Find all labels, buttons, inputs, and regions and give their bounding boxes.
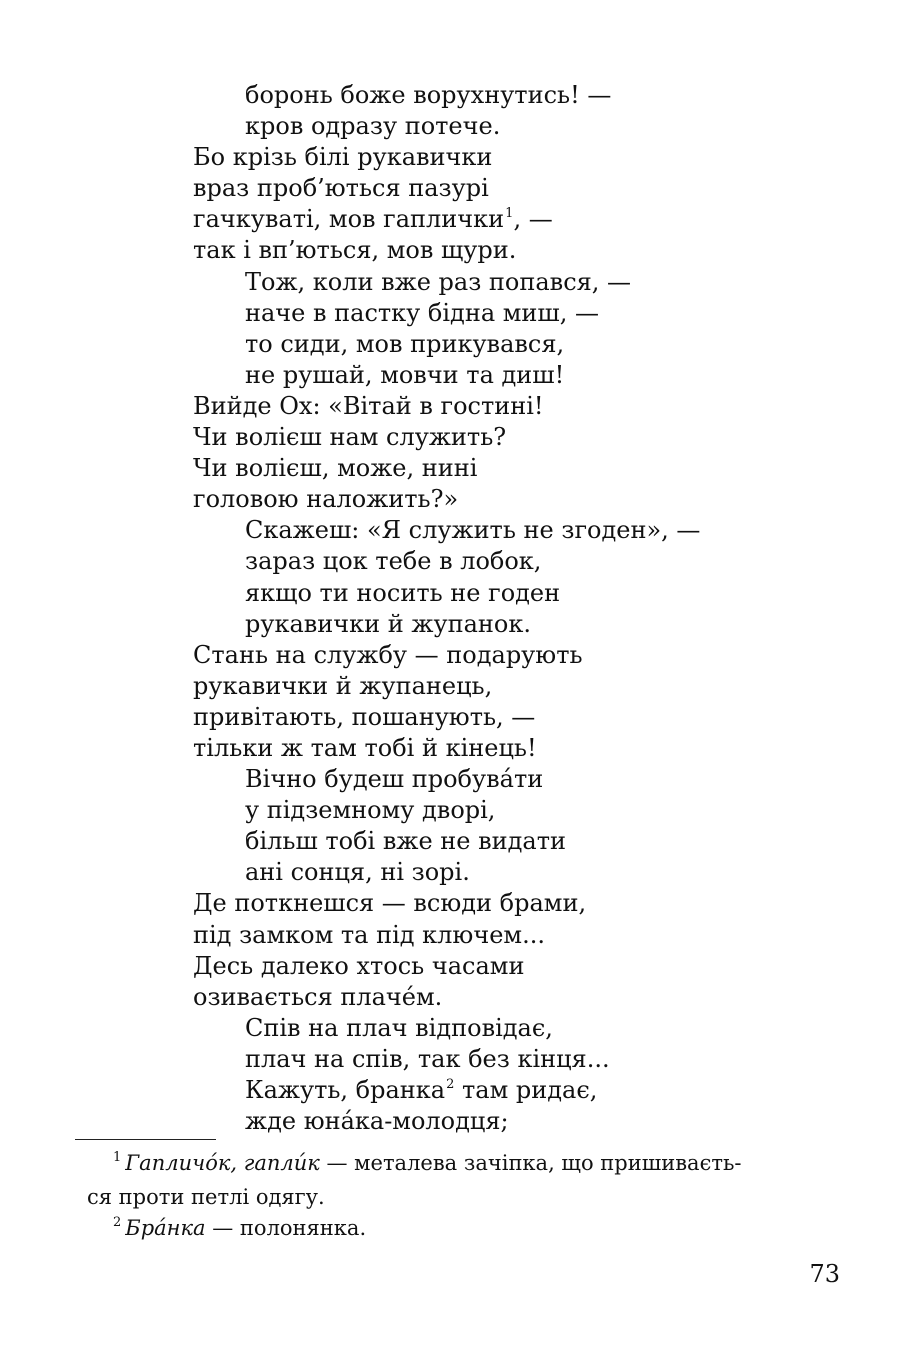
poem-line: [193, 1106, 833, 1137]
poem-line: [193, 422, 833, 453]
poem-line-text: кров одразу потече.: [245, 112, 501, 141]
poem-line-text: Чи волієш нам служить?: [193, 423, 507, 452]
footnote-ref-marker: 2: [446, 1077, 455, 1092]
poem-line-text: озивається плаче́м.: [193, 982, 443, 1011]
poem-line: [193, 267, 833, 298]
poem-line-text: у підземному дворі,: [245, 796, 496, 825]
poem-text: [193, 80, 833, 1137]
poem-line: [193, 1075, 833, 1106]
poem-line-text: Кажуть, бранка: [245, 1076, 446, 1104]
poem-line: [193, 484, 833, 515]
poem-line-text: ані сонця, ні зорі.: [245, 858, 470, 887]
poem-line-text: привітають, пошанують, —: [193, 702, 536, 731]
poem-line: [193, 671, 833, 702]
poem-line: [193, 515, 833, 546]
poem-line: [193, 857, 833, 888]
poem-line: [193, 795, 833, 826]
poem-line-text: боронь боже ворухнутись! —: [245, 81, 612, 109]
footnote-1: [87, 1148, 842, 1182]
poem-line: [193, 80, 833, 111]
poem-line-text: більш тобі вже не видати: [245, 827, 566, 856]
footnote-2-term: Бра́нка: [125, 1216, 206, 1240]
poem-line-tail: там ридає,: [454, 1076, 598, 1104]
footnotes: [87, 1148, 842, 1247]
poem-line-text: Спів на плач відповідає,: [245, 1013, 553, 1042]
poem-line-text: під замком та під ключем...: [193, 920, 545, 949]
footnote-1-term: Гапличо́к, гапли́к: [125, 1151, 320, 1175]
poem-line: [193, 204, 833, 235]
poem-line-text: Бо крізь білі рукавички: [193, 143, 493, 172]
footnote-1-number: 1: [113, 1150, 122, 1165]
poem-line: [193, 142, 833, 173]
poem-line: [193, 951, 833, 982]
poem-line-text: плач на спів, так без кінця...: [245, 1044, 610, 1073]
poem-line-text: Стань на службу — подарують: [193, 640, 583, 669]
footnote-2-number: 2: [113, 1215, 122, 1230]
poem-line: [193, 733, 833, 764]
poem-line: [193, 360, 833, 391]
poem-line: [193, 298, 833, 329]
poem-line-text: якщо ти носить не годен: [245, 578, 561, 607]
poem-line: [193, 609, 833, 640]
poem-line-text: Чи волієш, може, нині: [193, 454, 478, 483]
footnote-ref-marker: 1: [505, 206, 514, 222]
poem-line-text: враз проб’ються пазурі: [193, 174, 489, 203]
poem-line: [193, 982, 833, 1013]
poem-line-text: гачкуваті, мов гаплички: [193, 205, 505, 234]
poem-line-text: зараз цок тебе в лобок,: [245, 547, 542, 576]
poem-line-text: то сиди, мов прикувався,: [245, 329, 565, 358]
poem-line: [193, 764, 833, 795]
poem-line-tail: , —: [513, 205, 553, 234]
poem-line: [193, 111, 833, 142]
poem-line-text: рукавички й жупанок.: [245, 609, 531, 638]
poem-line: [193, 329, 833, 360]
poem-line: [193, 826, 833, 857]
footnote-1-continuation: ся проти петлі одягу.: [87, 1185, 325, 1209]
footnote-2: [87, 1213, 842, 1247]
poem-line-text: Де поткнешся — всюди брами,: [193, 889, 587, 918]
poem-line: [193, 888, 833, 919]
poem-line: [193, 578, 833, 609]
poem-line-text: так і вп’ються, мов щури.: [193, 236, 517, 265]
poem-line: [193, 920, 833, 951]
poem-line: [193, 1013, 833, 1044]
poem-line: [193, 640, 833, 671]
poem-line: [193, 453, 833, 484]
poem-line-text: рукавички й жупанець,: [193, 671, 493, 700]
poem-line-text: не рушай, мовчи та диш!: [245, 360, 565, 389]
poem-line: [193, 391, 833, 422]
poem-line: [193, 702, 833, 733]
poem-line-text: Тож, коли вже раз попався, —: [245, 267, 632, 296]
poem-line-text: Скажеш: «Я служить не згоден», —: [245, 516, 701, 545]
footnote-2-definition: — полонянка.: [205, 1216, 367, 1240]
poem-line-text: тільки ж там тобі й кінець!: [193, 733, 537, 762]
poem-line-text: Десь далеко хтось часами: [193, 951, 525, 980]
poem-line-text: головою наложить?»: [193, 485, 459, 514]
poem-line-text: наче в пастку бідна миш, —: [245, 298, 599, 327]
footnote-1-definition: — металева зачіпка, що пришиваєть-: [319, 1151, 742, 1175]
footnote-divider: [75, 1139, 216, 1140]
page-number: 73: [809, 1260, 840, 1288]
poem-line-text: Вийде Ох: «Вітай в гостині!: [193, 391, 544, 420]
poem-line-text: Вічно будеш пробува́ти: [245, 765, 544, 794]
poem-line: [193, 1044, 833, 1075]
poem-line: [193, 173, 833, 204]
poem-line: [193, 235, 833, 266]
poem-line: [193, 546, 833, 577]
poem-line-text: жде юна́ка-молодця;: [245, 1107, 509, 1136]
